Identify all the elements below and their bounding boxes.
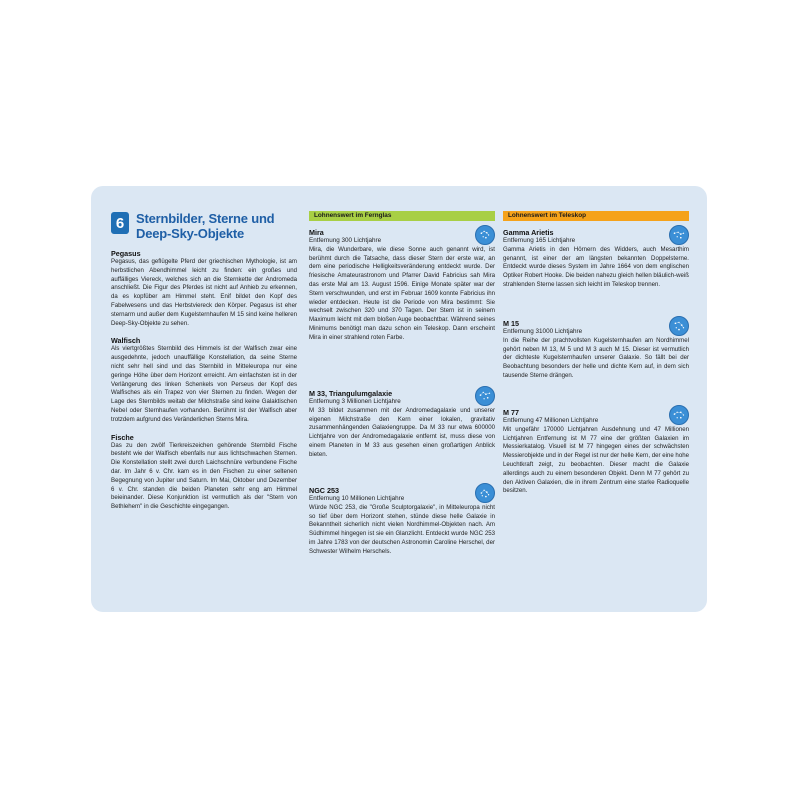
star-chart-icon — [669, 316, 689, 336]
constellation-pegasus — [111, 249, 297, 328]
object-distance: Entfernung 47 Millionen Lichtjahre — [503, 417, 599, 424]
star-chart-icon — [669, 405, 689, 425]
star-chart-icon — [475, 386, 495, 406]
star-chart-icon — [669, 225, 689, 245]
object-entry-head — [503, 228, 689, 246]
object-name: Mira — [309, 228, 324, 237]
object-entry — [309, 389, 495, 460]
object-name: Gamma Arietis — [503, 228, 554, 237]
star-chart-icon — [475, 225, 495, 245]
object-entry-head — [503, 408, 689, 426]
object-description: Mit ungefähr 170000 Lichtjahren Ausdehnung und 47 Millionen Lichtjahren Entfernung ist M 77 eine der größten Galaxien im Messierkatalog. Visuell ist M 77 hingegen eines der schwächsten Messierobjekte und in der Regel ist nur der helle Kern, der eine hohe Leuchtkraft zeigt, zu beobachten. Dieser macht die Galaxie allerdings auch zu einem besonderen Objekt. Denn M 77 gehört zu den Aktiven Galaxien, die in ihrem Zentrum eine starke Radioquelle besitzen. — [503, 425, 689, 495]
object-entry — [503, 319, 689, 381]
object-description: Würde NGC 253, die "Große Sculptorgalaxie", in Mitteleuropa nicht so tief über dem Horizont stehen, stünde diese helle Galaxie in Bekanntheit sicherlich nicht vielen Nordhimmel-Objekten nach. Am Südhimmel hingegen ist sie ein Glanzlicht. Entdeckt wurde NGC 253 im Jahre 1783 von der deutschen Astronomin Caroline Herschel, der Schwester Wilhelm Herschels. — [309, 503, 495, 555]
object-distance: Entfernung 165 Lichtjahre — [503, 237, 576, 244]
object-distance: Entfernung 31000 Lichtjahre — [503, 328, 583, 335]
binoculars-header: Lohnenswert im Fernglas — [309, 211, 495, 221]
object-description: Mira, die Wunderbare, wie diese Sonne auch genannt wird, ist berühmt durch die Tatsache, dass dieser Stern der erste war, an dem eine periodische Helligkeitsveränderung entdeckt wurde. Der friesische Amateurastronom und Pfarrer David Fabricius sah Mira das erste Mal am 13. August 1596. Einige Monate später war der Stern verschwunden, und erst im Februar 1609 konnte Fabricius ihn wieder entdecken. Heute ist die Periode von Mira bestimmt: Sie wechselt zwischen 320 und 370 Tagen. Der Stern ist in seinem Maximum leicht mit dem bloßen Auge beobachtbar. Während seines Minimums benötigt man dazu schon ein Teleskop. Dann erscheint Mira in einer strahlend roten Farbe. — [309, 245, 495, 341]
object-entry — [503, 408, 689, 496]
section-number-badge: 6 — [111, 212, 129, 234]
section-title: Sternbilder, Sterne und Deep-Sky-Objekte — [136, 211, 275, 241]
object-distance: Entfernung 300 Lichtjahre — [309, 237, 382, 244]
object-entry-head — [309, 486, 495, 504]
object-distance: Entfernung 3 Millionen Lichtjahre — [309, 398, 401, 405]
constellation-fische — [111, 433, 297, 512]
telescope-header: Lohnenswert im Teleskop — [503, 211, 689, 221]
constellation-text: Als viertgrößtes Sternbild des Himmels ist der Walfisch zwar eine ausgedehnte, jedoch unauffällige Konstellation, da seine Sterne nicht sehr hell sind und das Sternbild in Mitteleuropa nur eine geringe Höhe über dem Horizont erreicht. Am einfachsten ist in der Verlängerung des linken Schenkels von Perseus der Kopf des Walfisches als ein Trapez von vier Sternen zu finden. Wegen der Lage des Sternbilds weitab der Milchstraße sind keine Galaktischen Nebel oder Sternhaufen vorhanden. Berühmt ist der Walfisch aber trotzdem aufgrund des Veränderlichen Sterns Mira. — [111, 345, 297, 423]
constellation-list — [111, 249, 297, 520]
object-entry-head — [503, 319, 689, 337]
object-entry — [503, 228, 689, 290]
constellation-heading: Walfisch — [111, 336, 141, 346]
object-distance: Entfernung 10 Millionen Lichtjahre — [309, 495, 405, 502]
object-name: M 33, Triangulumgalaxie — [309, 389, 393, 398]
info-card — [91, 186, 707, 612]
object-name: NGC 253 — [309, 486, 339, 495]
object-name: M 77 — [503, 408, 519, 417]
constellation-text: Das zu den zwölf Tierkreiszeichen gehörende Sternbild Fische besteht wie der Walfisch ebenfalls nur aus lichtschwachen Sternen. Die Konstellation stellt zwei durch Laichschnüre verbundene Fische dar. Im Jahr 6 v. Chr. kam es in den Fischen zu einer seltenen Begegnung von Jupiter und Saturn. Im Mai, Oktober und Dezember 6 v. Chr. standen die beiden Planeten sehr eng am Himmel beieinander. Diese Konjunktion ist vermutlich als der "Stern von Bethlehem" in die Geschichte eingegangen. — [111, 441, 297, 511]
object-description: Gamma Arietis in den Hörnern des Widders, auch Mesarthim genannt, ist einer der am längsten bekannten Doppelsterne. Entdeckt wurde dieses System im Jahre 1664 von dem englischen Optiker Robert Hooke. Die beiden nahezu gleich hellen bläulich-weiß strahlenden Sterne lassen sich leicht im Teleskop trennen. — [503, 245, 689, 288]
constellation-heading: Fische — [111, 432, 134, 442]
constellation-text: Pegasus, das geflügelte Pferd der griechischen Mythologie, ist am herbstlichen Abendhimmel leicht zu finden: ein großes und auffälliges Viereck, welches sich an die Sternkette der Andromeda anschließt. Die Figur des Pferdes ist nicht auf Anhieb zu erkennen, da es kopfüber am Himmel steht. Enif bildet den Kopf des Fabelwesens und das Herbstviereck den Körper. Pegasus ist eher sternarm und außer dem Kugelsternhaufen M 15 sind keine helleren Deep-Sky-Objekte zu sehen. — [111, 258, 297, 327]
object-description: In die Reihe der prachtvollsten Kugelsternhaufen am Nordhimmel gehört neben M 13, M 5 und M 3 auch M 15. Dieser ist vermutlich der dichteste Kugelsternhaufen unserer Galaxie. So fällt bei der Beobachtung besonders der helle und dichte Kern auf, in dem sich tausende Sterne drängen. — [503, 336, 689, 379]
constellation-heading: Pegasus — [111, 249, 141, 258]
object-entry-head — [309, 389, 495, 407]
constellation-walfisch — [111, 336, 297, 424]
star-chart-icon — [475, 483, 495, 503]
object-description: M 33 bildet zusammen mit der Andromedagalaxie und unserer eigenen Milchstraße den Kern einer lokalen, gravitativ zusammenhängenden Galaxiengruppe. Da M 33 nur etwa 600000 Lichtjahre von der Andromedagalaxie entfernt ist, muss diese von einem Planeten in M 33 aus gesehen einen großartigen Anblick bieten. — [309, 406, 495, 458]
object-entry-head — [309, 228, 495, 246]
object-name: M 15 — [503, 319, 519, 328]
object-entry — [309, 486, 495, 557]
object-entry — [309, 228, 495, 343]
